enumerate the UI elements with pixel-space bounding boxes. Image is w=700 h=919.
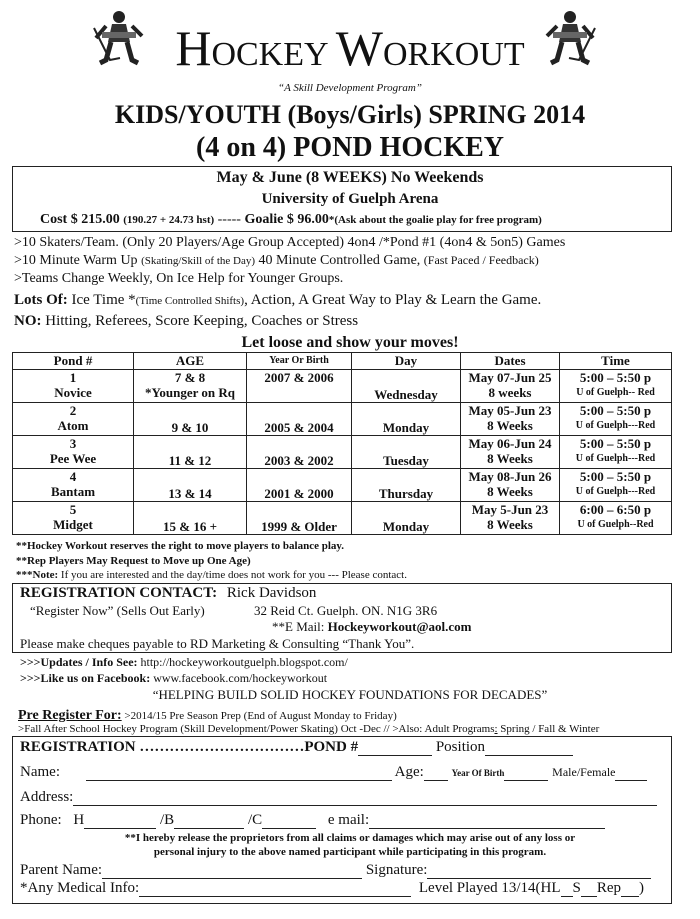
birth-years: 2007 & 2006 (264, 370, 334, 385)
age-note: *Younger on Rq (144, 385, 236, 400)
pond-number: 1 (69, 370, 77, 385)
email-field[interactable] (369, 814, 605, 829)
header-time: Time (560, 353, 672, 370)
slogan: Let loose and show your moves! (241, 334, 459, 351)
pond-number: 3 (69, 436, 77, 451)
schedule-row (13, 436, 672, 469)
schedule-cell (461, 502, 560, 535)
header-age: AGE (134, 353, 247, 370)
schedule-cell (560, 469, 672, 502)
time: 6:00 – 6:50 p (579, 502, 652, 517)
schedule-row (13, 469, 672, 502)
day: Monday (382, 420, 430, 435)
schedule-cell (352, 469, 461, 502)
day: Monday (382, 519, 430, 534)
schedule-header-row (13, 353, 672, 370)
position-field[interactable] (485, 741, 573, 756)
lots-b: (Time Controlled Shifts) (135, 295, 245, 307)
cost-label: Cost $ 215.00 (40, 212, 120, 227)
cheques-line: Please make cheques payable to RD Marketing & Consulting “Thank You”. (20, 636, 415, 651)
facebook-link[interactable]: www.facebook.com/hockeyworkout (150, 671, 328, 685)
weeks: 8 Weeks (487, 484, 533, 499)
contact-address: 32 Reid Ct. Guelph. ON. N1G 3R6 (254, 603, 438, 618)
schedule-cell (13, 403, 134, 436)
age-label: Age: (394, 764, 424, 780)
email-line (272, 619, 472, 635)
pond-number: 5 (69, 502, 77, 517)
lots-a: Ice Time * (67, 292, 136, 308)
cost-breakdown: (190.27 + 24.73 hst) (123, 214, 215, 226)
pre-register-item-2-colon: : (494, 723, 498, 735)
waiver-line-1: **I hereby release the proprietors from all claims or damages which may arise out of any loss or (124, 832, 576, 844)
gender-field[interactable] (615, 766, 647, 781)
contact-name: Rick Davidson (226, 585, 317, 601)
age-group: 7 & 8 (174, 370, 206, 385)
schedule-cell (13, 469, 134, 502)
contact-heading-line (20, 585, 316, 602)
weeks: 8 Weeks (487, 418, 533, 433)
heading-season: KIDS/YOUTH (Boys/Girls) SPRING 2014 (114, 100, 586, 129)
facebook-line (20, 671, 327, 686)
detail-line-3: >Teams Change Weekly, On Ice Help for Younger Groups. (14, 271, 344, 286)
level-close-paren: ) (639, 880, 645, 896)
schedule-cell (560, 403, 672, 436)
location: U of Guelph--Red (577, 519, 654, 530)
phone-cell-label: /C (247, 812, 263, 828)
pond-number-field[interactable] (358, 741, 432, 756)
day: Thursday (378, 486, 434, 501)
email-label: **E Mail: (272, 619, 325, 634)
form-row-phone (20, 812, 605, 829)
waiver-line-2: personal injury to the above named participant while participating in this program. (153, 846, 547, 858)
pond-number: 2 (69, 403, 77, 418)
arena-name: University of Guelph Arena (261, 191, 439, 207)
level-s-field[interactable] (581, 882, 597, 897)
schedule-cell (352, 403, 461, 436)
date-range: May 5-Jun 23 (471, 502, 549, 517)
no-label: NO: (14, 313, 42, 329)
form-row-name (20, 764, 647, 781)
age-group: 11 & 12 (168, 453, 212, 468)
pre-register-item-1: >2014/15 Pre Season Prep (End of August Monday to Friday) (121, 710, 397, 722)
cost-line (40, 212, 542, 228)
schedule-cell (352, 436, 461, 469)
schedule-cell (461, 469, 560, 502)
medical-info-label: *Any Medical Info: (20, 880, 140, 896)
location: U of Guelph-- Red (576, 387, 655, 398)
level-s-label: S (572, 880, 581, 896)
blog-link[interactable]: http://hockeyworkoutguelph.blogspot.com/ (137, 655, 348, 669)
age-group: 15 & 16 + (163, 519, 217, 534)
pre-register-label: Pre Register For: (18, 708, 122, 723)
location: U of Guelph---Red (575, 453, 656, 464)
date-range: May 07-Jun 25 (468, 370, 552, 385)
schedule-cell (560, 370, 672, 403)
level-played-label: Level Played 13/14(HL (418, 880, 561, 896)
schedule-cell (560, 436, 672, 469)
time: 5:00 – 5:50 p (579, 370, 652, 385)
pond-name: Pee Wee (49, 451, 97, 466)
note-3-label: ***Note: (16, 569, 59, 581)
location: U of Guelph---Red (575, 420, 656, 431)
day: Tuesday (383, 453, 429, 468)
no-line (14, 313, 358, 330)
form-row-address (20, 789, 657, 806)
contact-heading: REGISTRATION CONTACT: (20, 585, 218, 601)
motto: “HELPING BUILD SOLID HOCKEY FOUNDATIONS FOR DECADES” (152, 687, 548, 702)
title-part-2: ORKOUT (383, 36, 525, 73)
weeks: 8 Weeks (487, 517, 533, 532)
weeks: 8 Weeks (487, 451, 533, 466)
header-birth: Year Or Birth (247, 353, 352, 370)
pond-name: Atom (57, 418, 89, 433)
lots-of-line (14, 292, 541, 309)
detail-line-1: >10 Skaters/Team. (Only 20 Players/Age Group Accepted) 4on4 /*Pond #1 (4on4 & 5on5) Games (14, 235, 566, 250)
parent-name-field[interactable] (102, 864, 362, 879)
phone-label: Phone: (20, 812, 62, 828)
pre-register-item-2-seasons: Spring / Fall & Winter (497, 723, 600, 735)
cost-separator: ----- (217, 212, 241, 227)
schedule-cell (134, 469, 247, 502)
birth-year-label: Year Of Birth (451, 768, 505, 778)
title-part-1: OCKEY (211, 36, 336, 73)
updates-line (20, 655, 348, 670)
registration-pond-label: REGISTRATION ……………………………POND # (20, 739, 359, 755)
note-2: **Rep Players May Request to Move up One Age) (16, 555, 251, 567)
pre-register-line (18, 706, 397, 724)
schedule-cell (247, 469, 352, 502)
age-group: 13 & 14 (168, 486, 212, 501)
weeks: 8 weeks (488, 385, 532, 400)
header-dates: Dates (461, 353, 560, 370)
schedule-cell (247, 370, 352, 403)
facebook-label: >>>Like us on Facebook: (20, 671, 151, 685)
birth-years: 2001 & 2000 (264, 486, 334, 501)
title-initial-h: H (175, 20, 212, 76)
pre-register-item-2-text: >Fall After School Hockey Program (Skill Development/Power Skating) Oct -Dec // >Also: Adult Programs (18, 723, 495, 735)
name-field[interactable] (86, 766, 392, 781)
time: 5:00 – 5:50 p (579, 436, 652, 451)
detail-2d: (Fast Paced / Feedback) (423, 253, 539, 267)
age-field[interactable] (424, 766, 448, 781)
no-text: Hitting, Referees, Score Keeping, Coaches or Stress (41, 313, 359, 329)
schedule-cell (134, 370, 247, 403)
schedule-cell (134, 436, 247, 469)
form-row-parent (20, 862, 651, 879)
schedule-cell (13, 370, 134, 403)
name-label: Name: (20, 764, 60, 780)
phone-home-field[interactable] (84, 814, 156, 829)
goalie-note: *(Ask about the goalie play for free program) (328, 214, 542, 226)
detail-2a: >10 Minute Warm Up (14, 253, 142, 268)
contact-email[interactable]: Hockeyworkout@aol.com (327, 619, 472, 634)
schedule-cell (461, 370, 560, 403)
schedule-cell (13, 436, 134, 469)
schedule-cell (247, 403, 352, 436)
schedule-cell (461, 403, 560, 436)
schedule-cell (247, 502, 352, 535)
age-group: 9 & 10 (171, 420, 209, 435)
form-row-registration (20, 739, 573, 756)
pond-number: 4 (69, 469, 77, 484)
day: Wednesday (374, 387, 438, 402)
email-field-label: e mail: (327, 812, 370, 828)
note-3 (16, 569, 407, 581)
level-hl-field[interactable] (561, 882, 573, 897)
phone-home-label: H (73, 812, 85, 828)
signature-field[interactable] (427, 864, 651, 879)
updates-label: >>>Updates / Info See: (20, 655, 138, 669)
phone-business-field[interactable] (174, 814, 244, 829)
title-initial-w: W (335, 20, 383, 76)
schedule-cell (560, 502, 672, 535)
program-dates: May & June (8 WEEKS) No Weekends (216, 169, 484, 186)
pond-name: Midget (53, 517, 93, 532)
address-field[interactable] (73, 791, 657, 806)
page-title (0, 22, 700, 87)
phone-business-label: /B (160, 812, 175, 828)
birth-year-field[interactable] (504, 766, 548, 781)
pre-register-item-2 (18, 723, 599, 735)
phone-cell-field[interactable] (262, 814, 316, 829)
note-1: **Hockey Workout reserves the right to move players to balance play. (16, 540, 345, 552)
signature-label: Signature: (365, 862, 428, 878)
time: 5:00 – 5:50 p (579, 469, 652, 484)
detail-2b: (Skating/Skill of the Day) (141, 255, 256, 267)
schedule-row (13, 403, 672, 436)
birth-years: 1999 & Older (261, 519, 337, 534)
medical-info-field[interactable] (139, 882, 411, 897)
header-day: Day (352, 353, 461, 370)
heading-pond-hockey: (4 on 4) POND HOCKEY (196, 132, 504, 163)
schedule-cell (13, 502, 134, 535)
form-row-medical (20, 880, 644, 897)
schedule-cell (134, 403, 247, 436)
address-label: Address: (20, 789, 74, 805)
note-3-text: If you are interested and the day/time does not work for you --- Please contact. (58, 569, 407, 581)
detail-2c: 40 Minute Controlled Game, (255, 253, 424, 268)
level-rep-label: Rep (596, 880, 622, 896)
birth-years: 2003 & 2002 (264, 453, 334, 468)
birth-years: 2005 & 2004 (264, 420, 334, 435)
header-pond: Pond # (13, 353, 134, 370)
date-range: May 05-Jun 23 (468, 403, 552, 418)
schedule-cell (134, 502, 247, 535)
schedule-cell (461, 436, 560, 469)
lots-c: , Action, A Great Way to Play & Learn the Game. (244, 292, 542, 308)
schedule-row (13, 502, 672, 535)
schedule-row (13, 370, 672, 403)
schedule-cell (352, 370, 461, 403)
goalie-label: Goalie $ 96.00 (244, 212, 329, 227)
position-label: Position (435, 739, 486, 755)
tagline: “A Skill Development Program” (278, 82, 422, 94)
parent-name-label: Parent Name: (20, 862, 103, 878)
schedule-cell (247, 436, 352, 469)
level-rep-field[interactable] (621, 882, 639, 897)
register-now: “Register Now” (Sells Out Early) (30, 603, 205, 618)
detail-line-2 (14, 253, 539, 269)
gender-label: Male/Female (552, 765, 616, 779)
pond-name: Bantam (50, 484, 96, 499)
date-range: May 06-Jun 24 (468, 436, 552, 451)
time: 5:00 – 5:50 p (579, 403, 652, 418)
lots-label: Lots Of: (14, 292, 68, 308)
pond-name: Novice (54, 385, 92, 400)
schedule-cell (352, 502, 461, 535)
date-range: May 08-Jun 26 (468, 469, 552, 484)
schedule-table (12, 352, 672, 535)
location: U of Guelph---Red (575, 486, 656, 497)
